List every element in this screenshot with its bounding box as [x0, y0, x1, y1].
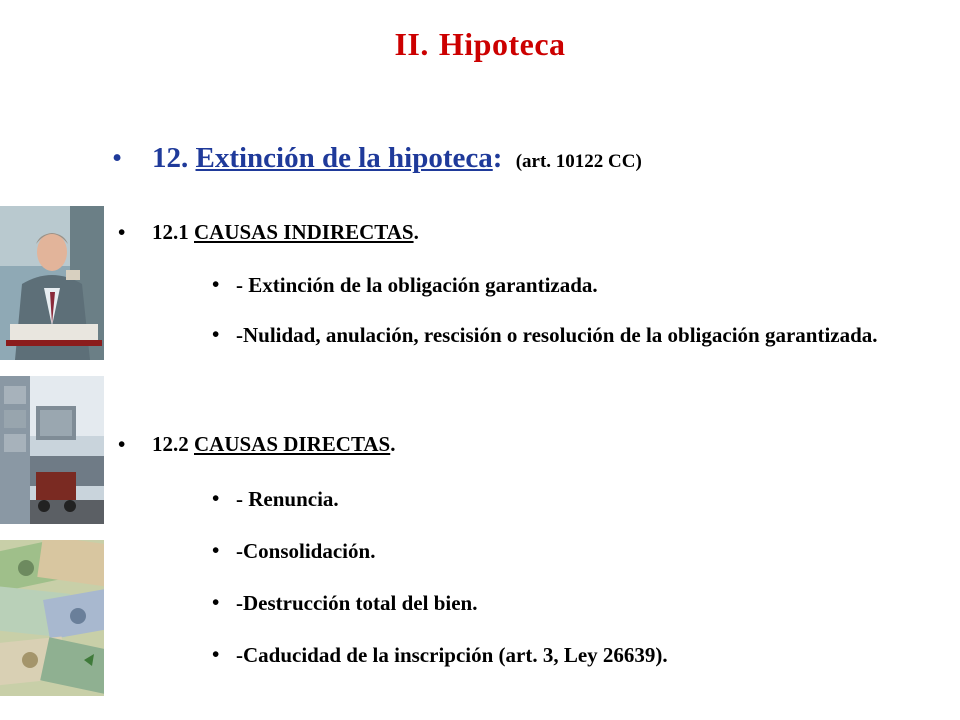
- list-item: [212, 270, 916, 300]
- section-number: 12.2: [152, 432, 189, 456]
- bullet-icon: •: [118, 220, 126, 244]
- list-item: [212, 536, 916, 566]
- heading-reference: (art. 10122 CC): [515, 151, 642, 172]
- bullet-icon: •: [212, 486, 220, 510]
- list-item: [212, 640, 916, 670]
- section-direct: [118, 432, 396, 457]
- bullet-icon: •: [118, 432, 126, 456]
- title-numeral: II.: [394, 26, 429, 62]
- section-number: 12.1: [152, 220, 189, 244]
- bullet-icon: •: [112, 142, 123, 174]
- list-item-text: - Extinción de la obligación garantizada.: [236, 273, 598, 297]
- list-item-text: -Caducidad de la inscripción (art. 3, Ley 26639).: [236, 643, 668, 667]
- title-text: Hipoteca: [438, 26, 566, 62]
- businessman-photo: [0, 206, 104, 360]
- list-item: [212, 320, 916, 350]
- main-heading: [112, 142, 642, 175]
- bullet-icon: •: [212, 642, 220, 666]
- list-item-text: -Nulidad, anulación, rescisión o resolución de la obligación garantizada.: [236, 323, 878, 347]
- list-item: [212, 588, 916, 618]
- bullet-icon: •: [212, 538, 220, 562]
- bullet-icon: •: [212, 322, 220, 346]
- list-item-text: - Renuncia.: [236, 487, 339, 511]
- bullet-icon: •: [212, 590, 220, 614]
- heading-text: Extinción de la hipoteca: [195, 142, 493, 174]
- list-item: [212, 484, 916, 514]
- slide-title: [0, 26, 960, 63]
- port-containers-photo: [0, 376, 104, 524]
- section-label: CAUSAS DIRECTAS: [194, 432, 391, 456]
- heading-colon: :: [492, 142, 503, 174]
- list-item-text: -Destrucción total del bien.: [236, 591, 478, 615]
- banknotes-photo: [0, 540, 104, 696]
- heading-number: 12.: [152, 142, 189, 174]
- bullet-icon: •: [212, 272, 220, 296]
- section-punct: .: [413, 220, 419, 244]
- section-label: CAUSAS INDIRECTAS: [194, 220, 414, 244]
- list-item-text: -Consolidación.: [236, 539, 376, 563]
- section-punct: .: [390, 432, 396, 456]
- section-indirect: [118, 220, 419, 245]
